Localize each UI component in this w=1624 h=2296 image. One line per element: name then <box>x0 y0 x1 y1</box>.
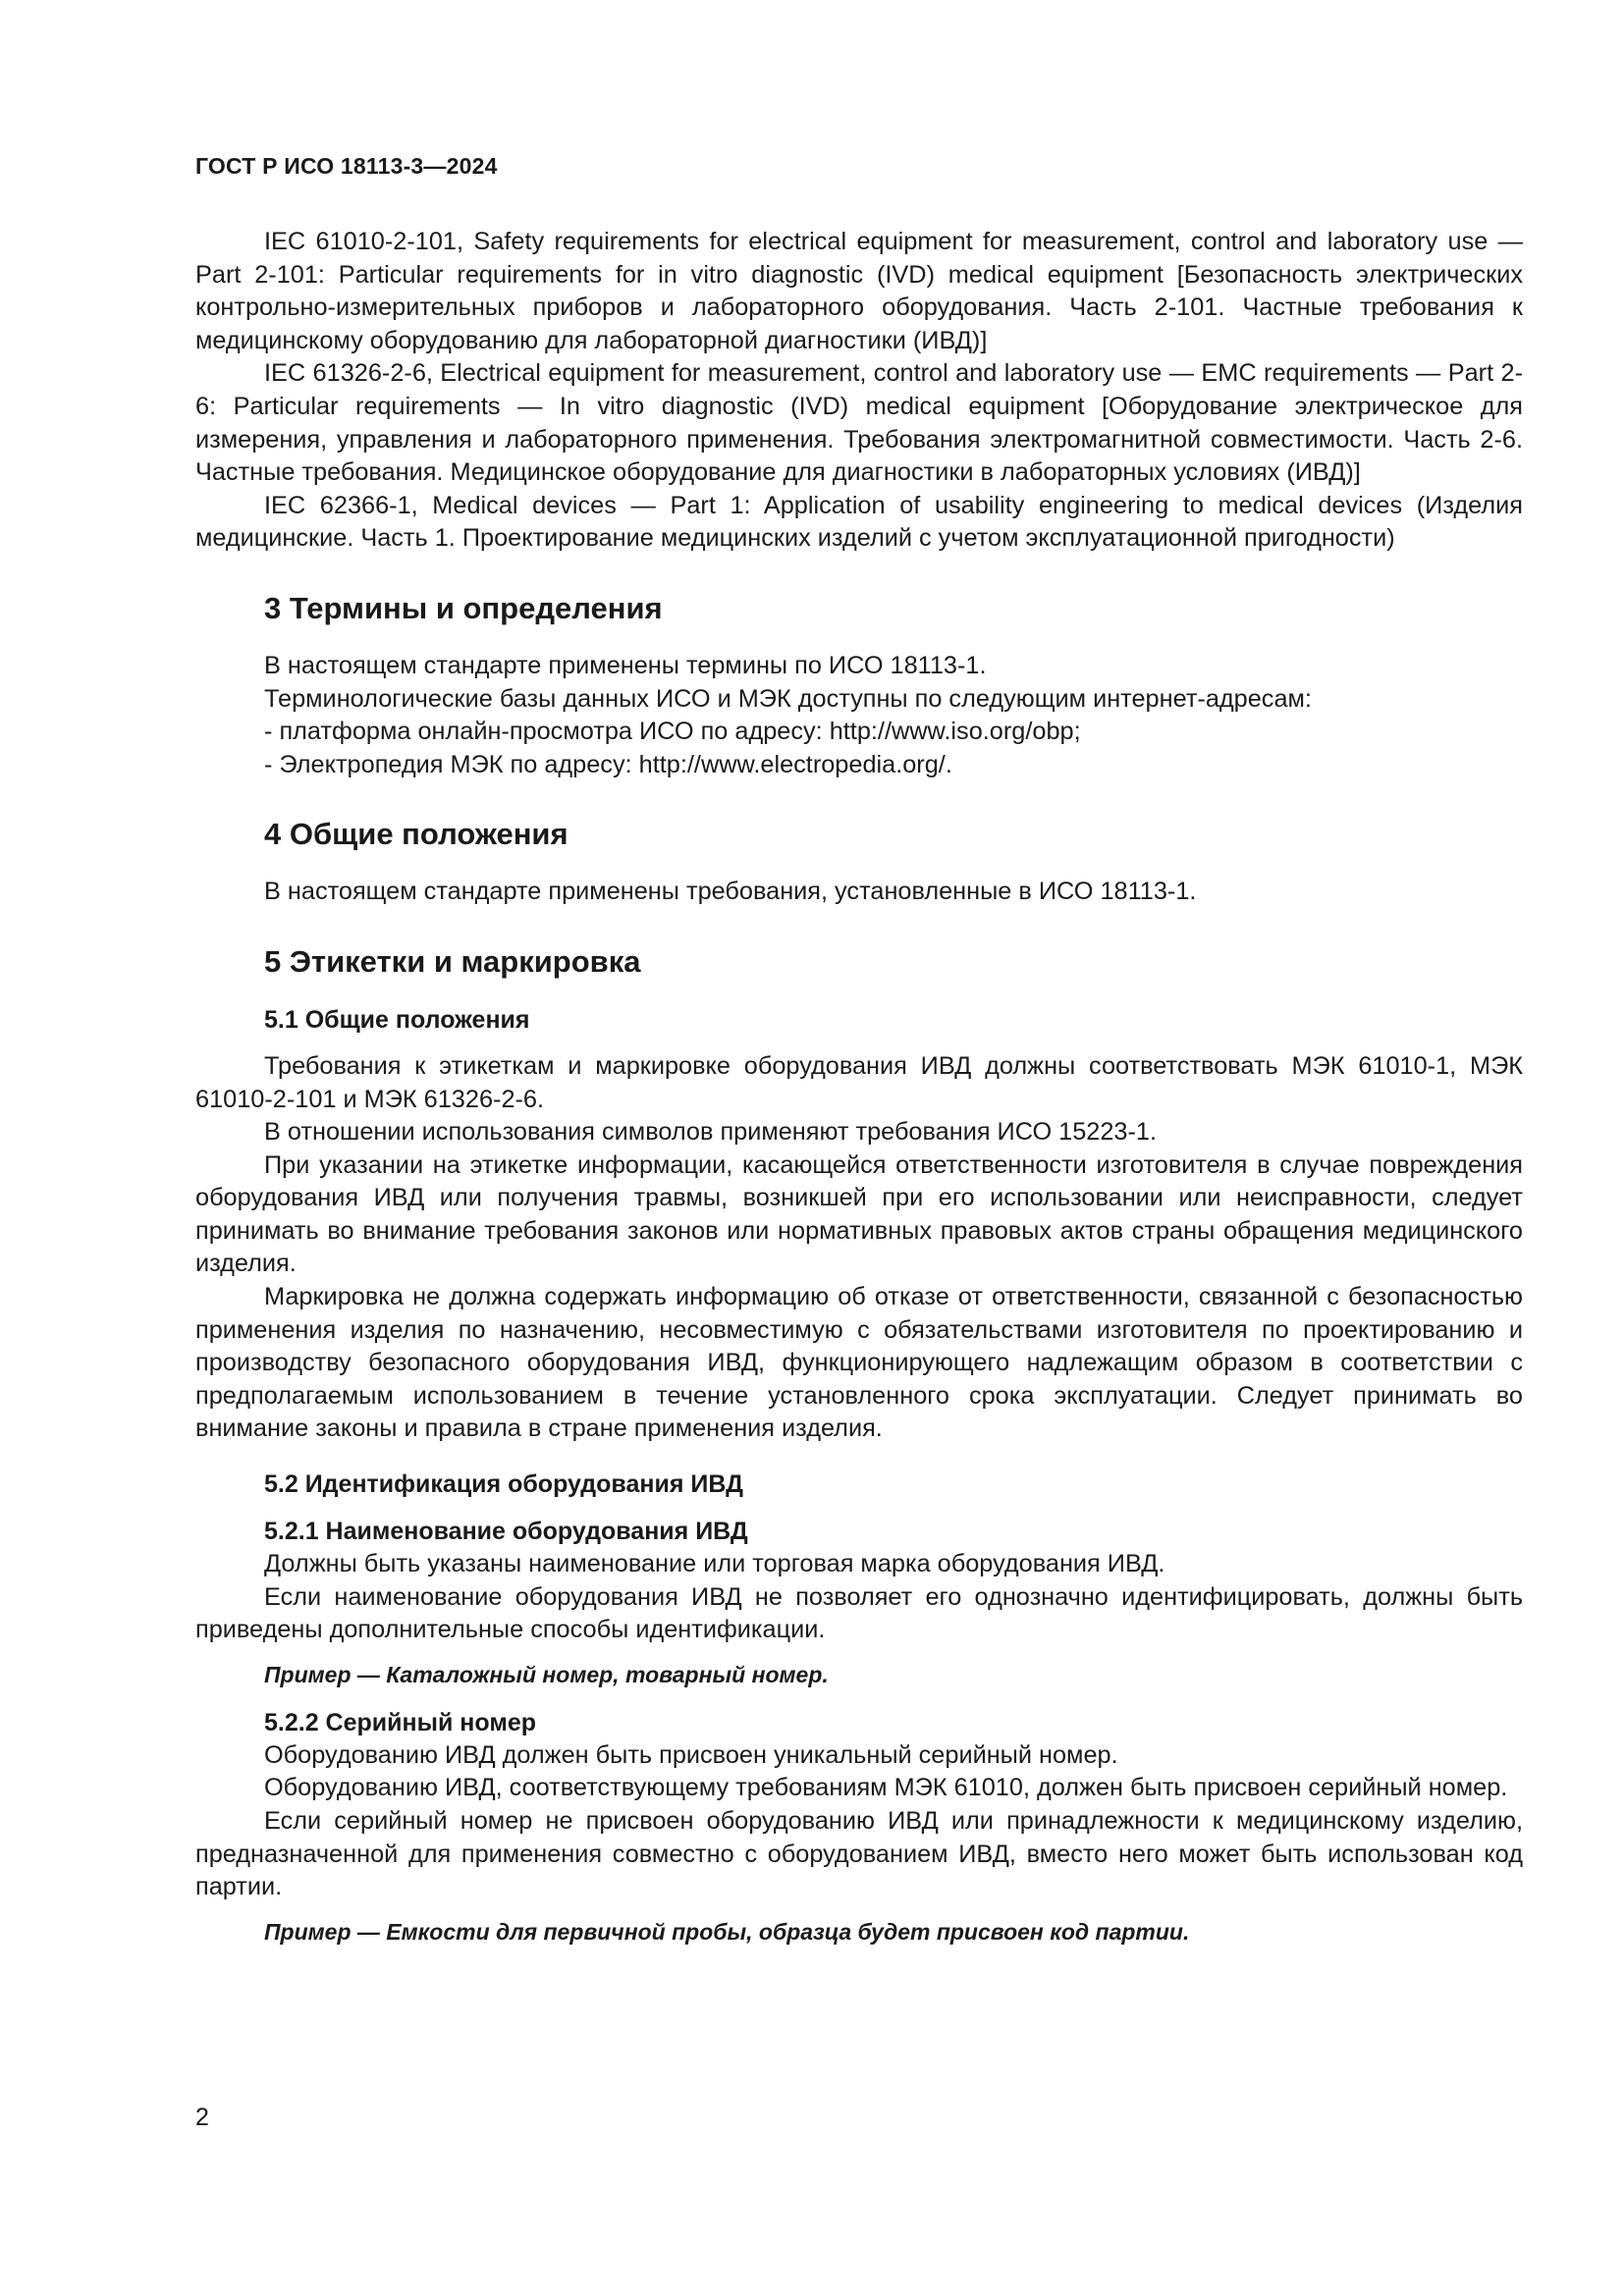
normative-references <box>195 226 1523 556</box>
section-5-2-heading: 5.2 Идентификация оборудования ИВД <box>264 1470 743 1499</box>
paragraph: Если серийный номер не присвоен оборудованию ИВД или принадлежности к медицинскому изделию, предназначенной для применения совместно с оборудованием ИВД, вместо него может быть использован код партии. <box>195 1807 1523 1901</box>
example-note: Пример — Емкости для первичной пробы, образца будет присвоен код партии. <box>264 1918 1190 1945</box>
section-5-2-2-heading: 5.2.2 Серийный номер <box>264 1708 536 1736</box>
reference-item: IEC 61010-2-101, Safety requirements for electrical equipment for measurement, control and laboratory use — Part 2-101: Particular requirements for in vitro diagnostic (IVD) medical equipment [Безопасность электрических контрольно-измерительных приборов и лабораторного оборудования. Часть 2-101. Частные требования к медицинскому оборудованию для лабораторной диагностики (ИВД)] <box>195 228 1523 354</box>
reference-item: IEC 62366-1, Medical devices — Part 1: Application of usability engineering to medical devices (Изделия медицинские. Часть 1. Проектирование медицинских изделий с учетом эксплуатационной пригодности) <box>195 491 1523 553</box>
paragraph: Если наименование оборудования ИВД не позволяет его однозначно идентифицировать, должны быть приведены дополнительные способы идентификации. <box>195 1582 1523 1644</box>
paragraph: При указании на этикетке информации, касающейся ответственности изготовителя в случае повреждения оборудования ИВД или получения травмы, возникшей при его использовании или неисправности, следует принимать во внимание требования законов или нормативных правовых актов страны обращения медицинского изделия. <box>195 1150 1523 1278</box>
section-3-heading: 3 Термины и определения <box>264 590 663 625</box>
list-item: - Электропедия МЭК по адресу: http://www.electropedia.org/. <box>264 750 952 778</box>
paragraph: Оборудованию ИВД, соответствующему требованиям МЭК 61010, должен быть присвоен серийный номер. <box>264 1774 1508 1802</box>
section-4-heading: 4 Общие положения <box>264 817 568 852</box>
list-item: - платформа онлайн-просмотра ИСО по адресу: http://www.iso.org/obp; <box>264 718 1081 746</box>
section-5-heading: 5 Этикетки и маркировка <box>264 943 641 979</box>
paragraph: Оборудованию ИВД должен быть присвоен уникальный серийный номер. <box>264 1740 1118 1769</box>
paragraph: В настоящем стандарте применены термины по ИСО 18113-1. <box>264 651 987 679</box>
standard-header: ГОСТ Р ИСО 18113-3—2024 <box>195 153 498 179</box>
section-5-1-heading: 5.1 Общие положения <box>264 1005 530 1034</box>
paragraph: Должны быть указаны наименование или торговая марка оборудования ИВД. <box>264 1550 1165 1578</box>
paragraph: В отношении использования символов применяют требования ИСО 15223-1. <box>264 1118 1158 1147</box>
reference-item: IEC 61326-2-6, Electrical equipment for measurement, control and laboratory use — EMC requirements — Part 2-6: Particular requirements — In vitro diagnostic (IVD) medical equipment [Оборудование электрическое для измерения, управления и лабораторного применения. Требования электромагнитной совместимости. Часть 2-6. Частные требования. Медицинское оборудование для диагностики в лабораторных условиях (ИВД)] <box>195 359 1523 487</box>
paragraph: Маркировка не должна содержать информацию об отказе от ответственности, связанной с безопасностью применения изделия по назначению, несовместимую с обязательствами изготовителя по проектированию и производству безопасного оборудования ИВД, функционирующего надлежащим образом в соответствии с предполагаемым использованием в течение установленного срока эксплуатации. Следует принимать во внимание законы и правила в стране применения изделия. <box>195 1283 1523 1443</box>
paragraph: Терминологические базы данных ИСО и МЭК доступны по следующим интернет-адресам: <box>264 684 1312 713</box>
section-5-2-1-heading: 5.2.1 Наименование оборудования ИВД <box>264 1518 748 1546</box>
paragraph: В настоящем стандарте применены требования, установленные в ИСО 18113-1. <box>264 878 1197 906</box>
document-body <box>195 226 1523 1948</box>
paragraph: Требования к этикеткам и маркировке оборудования ИВД должны соответствовать МЭК 61010-1, МЭК 61010-2-101 и МЭК 61326-2-6. <box>195 1051 1523 1113</box>
page-number: 2 <box>195 2104 209 2131</box>
example-note: Пример — Каталожный номер, товарный номер. <box>264 1661 829 1687</box>
